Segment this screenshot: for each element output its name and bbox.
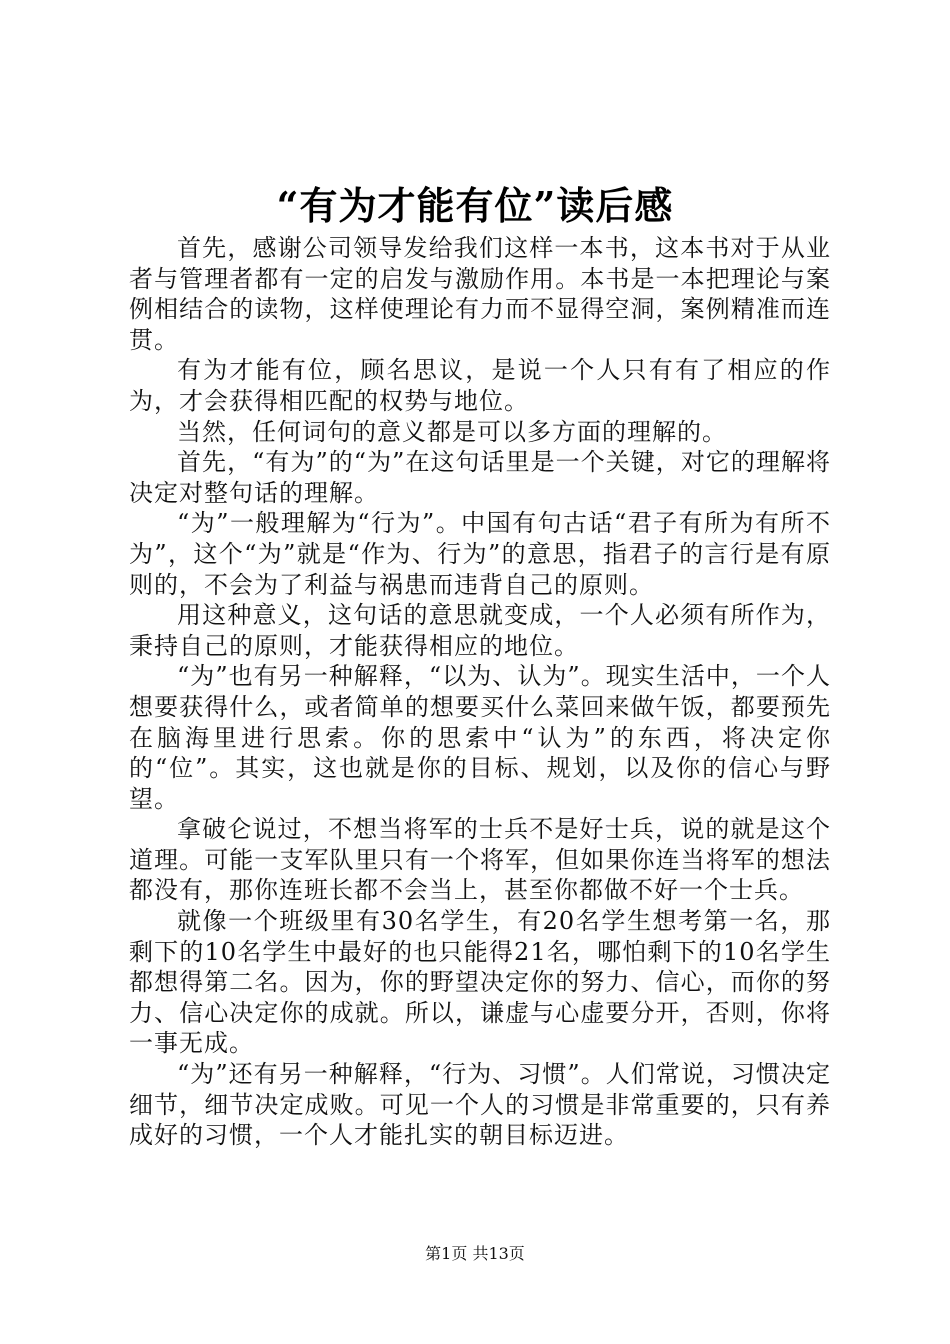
document-body [129, 233, 831, 1151]
paragraph: 当然，任何词句的意义都是可以多方面的理解的。 [177, 417, 727, 446]
paragraph: 首先，感谢公司领导发给我们这样一本书，这本书对于从业者与管理者都有一定的启发与激励作用。本书是一本把理论与案例相结合的读物，这样使理论有力而不显得空洞，案例精准而连贯。 [129, 234, 831, 354]
paragraph: 就像一个班级里有30名学生，有20名学生想考第一名，那剩下的10名学生中最好的也只能得21名，哪怕剩下的10名学生都想得第二名。因为，你的野望决定你的努力、信心，而你的努力、信心决定你的成就。所以，谦虚与心虚要分开，否则，你将一事无成。 [129, 907, 831, 1058]
paragraph: “为”也有另一种解释，“以为、认为”。现实生活中，一个人想要获得什么，或者简单的想要买什么菜回来做午饭，都要预先在脑海里进行思索。你的思索中“认为”的东西，将决定你的“位”。其实，这也就是你的目标、规划，以及你的信心与野望。 [129, 662, 831, 813]
paragraph: 用这种意义，这句话的意思就变成，一个人必须有所作为，秉持自己的原则，才能获得相应的地位。 [129, 601, 831, 660]
paragraph: “为”还有另一种解释，“行为、习惯”。人们常说，习惯决定细节，细节决定成败。可见一个人的习惯是非常重要的，只有养成好的习惯，一个人才能扎实的朝目标迈进。 [129, 1060, 831, 1150]
paragraph: 拿破仑说过，不想当将军的士兵不是好士兵，说的就是这个道理。可能一支军队里只有一个将军，但如果你连当将军的想法都没有，那你连班长都不会当上，甚至你都做不好一个士兵。 [129, 815, 831, 905]
paragraph: 首先，“有为”的“为”在这句话里是一个关键，对它的理解将决定对整句话的理解。 [129, 448, 831, 507]
page-footer: 第1页 共13页 [425, 1244, 525, 1263]
paragraph: “为”一般理解为“行为”。中国有句古话“君子有所为有所不为”，这个“为”就是“作为、行为”的意思，指君子的言行是有原则的，不会为了利益与祸患而违背自己的原则。 [129, 509, 831, 599]
document-title: “有为才能有位”读后感 [276, 183, 674, 228]
paragraph: 有为才能有位，顾名思议，是说一个人只有有了相应的作为，才会获得相匹配的权势与地位。 [129, 356, 831, 415]
